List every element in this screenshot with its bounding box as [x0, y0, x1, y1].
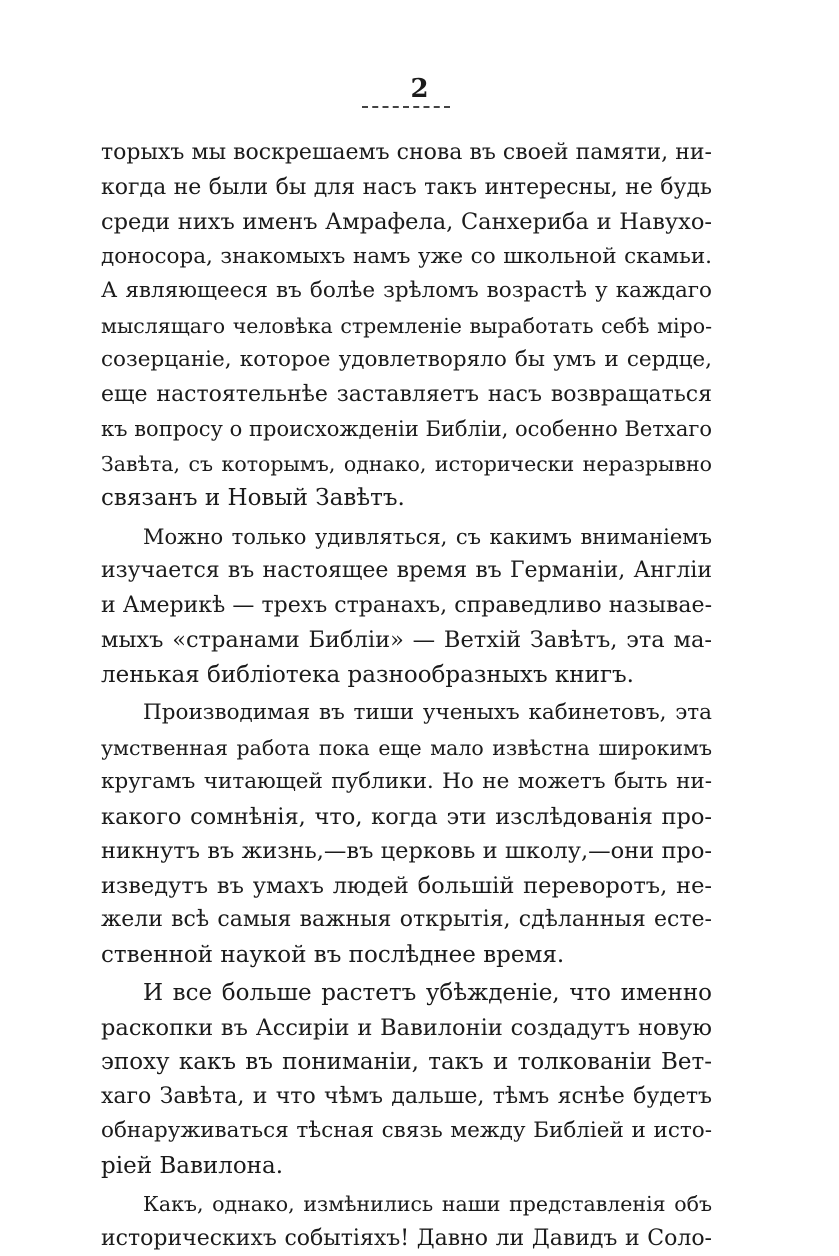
text-line: когда не были бы для насъ такъ интересны, не будь: [101, 171, 712, 206]
text-line: эпоху какъ въ пониманіи, такъ и толкованіи Вет-: [101, 1045, 712, 1080]
text-line: И все больше растетъ убѣжденіе, что именно: [101, 976, 712, 1011]
text-line: какого сомнѣнія, что, когда эти изслѣдованія про-: [101, 800, 712, 835]
text-line: изведутъ въ умахъ людей большій переворотъ, не-: [101, 869, 712, 904]
text-line: и Америкѣ — трехъ странахъ, справедливо называе-: [101, 589, 712, 624]
text-line: никнутъ въ жизнь,—въ церковь и школу,—они про-: [101, 834, 712, 869]
text-line: хаго Завѣта, и что чѣмъ дальше, тѣмъ яснѣе будетъ: [101, 1080, 712, 1115]
text-line: мыхъ «странами Библіи» — Ветхій Завѣтъ, эта ма-: [101, 623, 712, 658]
text-line: Можно только удивляться, съ какимъ вниманіемъ: [101, 520, 712, 555]
text-line: обнаруживаться тѣсная связь между Библіей и исто-: [101, 1114, 712, 1149]
text-line: Производимая въ тиши ученыхъ кабинетовъ, эта: [101, 696, 712, 731]
text-line: кругамъ читающей публики. Но не можетъ быть ни-: [101, 765, 712, 800]
text-line: жели всѣ самыя важныя открытія, сдѣланныя есте-: [101, 903, 712, 938]
text-line: мыслящаго человѣка стремленіе выработать себѣ міро-: [101, 309, 712, 344]
text-line: изучается въ настоящее время въ Германіи, Англіи: [101, 554, 712, 589]
text-line: ріей Вавилона.: [101, 1149, 712, 1184]
text-line: созерцаніе, которое удовлетворяло бы умъ и сердце,: [101, 343, 712, 378]
text-line: умственная работа пока еще мало извѣстна широкимъ: [101, 731, 712, 766]
text-line: ленькая библіотека разнообразныхъ книгъ.: [101, 658, 712, 693]
text-line: историческихъ событіяхъ! Давно ли Давидъ и Соло-: [101, 1222, 712, 1256]
text-line: ственной наукой въ послѣднее время.: [101, 938, 712, 973]
text-line: А являющееся въ болѣе зрѣломъ возрастѣ у каждаго: [101, 274, 712, 309]
text-line: Какъ, однако, измѣнились наши представленія объ: [101, 1187, 712, 1222]
text-line: къ вопросу о происхожденіи Библіи, особенно Ветхаго: [101, 412, 712, 447]
text-line: среди нихъ именъ Амрафела, Санхериба и Навухо-: [101, 205, 712, 240]
text-line: торыхъ мы воскрешаемъ снова въ своей памяти, ни-: [101, 136, 712, 171]
page-number: 2: [0, 74, 839, 104]
text-line: еще настоятельнѣе заставляетъ насъ возвращаться: [101, 378, 712, 413]
text-line: доносора, знакомыхъ намъ уже со школьной скамьи.: [101, 240, 712, 275]
body-text: [101, 136, 712, 1256]
header-rule: [362, 106, 450, 108]
text-line: раскопки въ Ассиріи и Вавилоніи создадутъ новую: [101, 1011, 712, 1046]
text-line: Завѣта, съ которымъ, однако, исторически неразрывно: [101, 447, 712, 482]
text-line: связанъ и Новый Завѣтъ.: [101, 481, 712, 516]
